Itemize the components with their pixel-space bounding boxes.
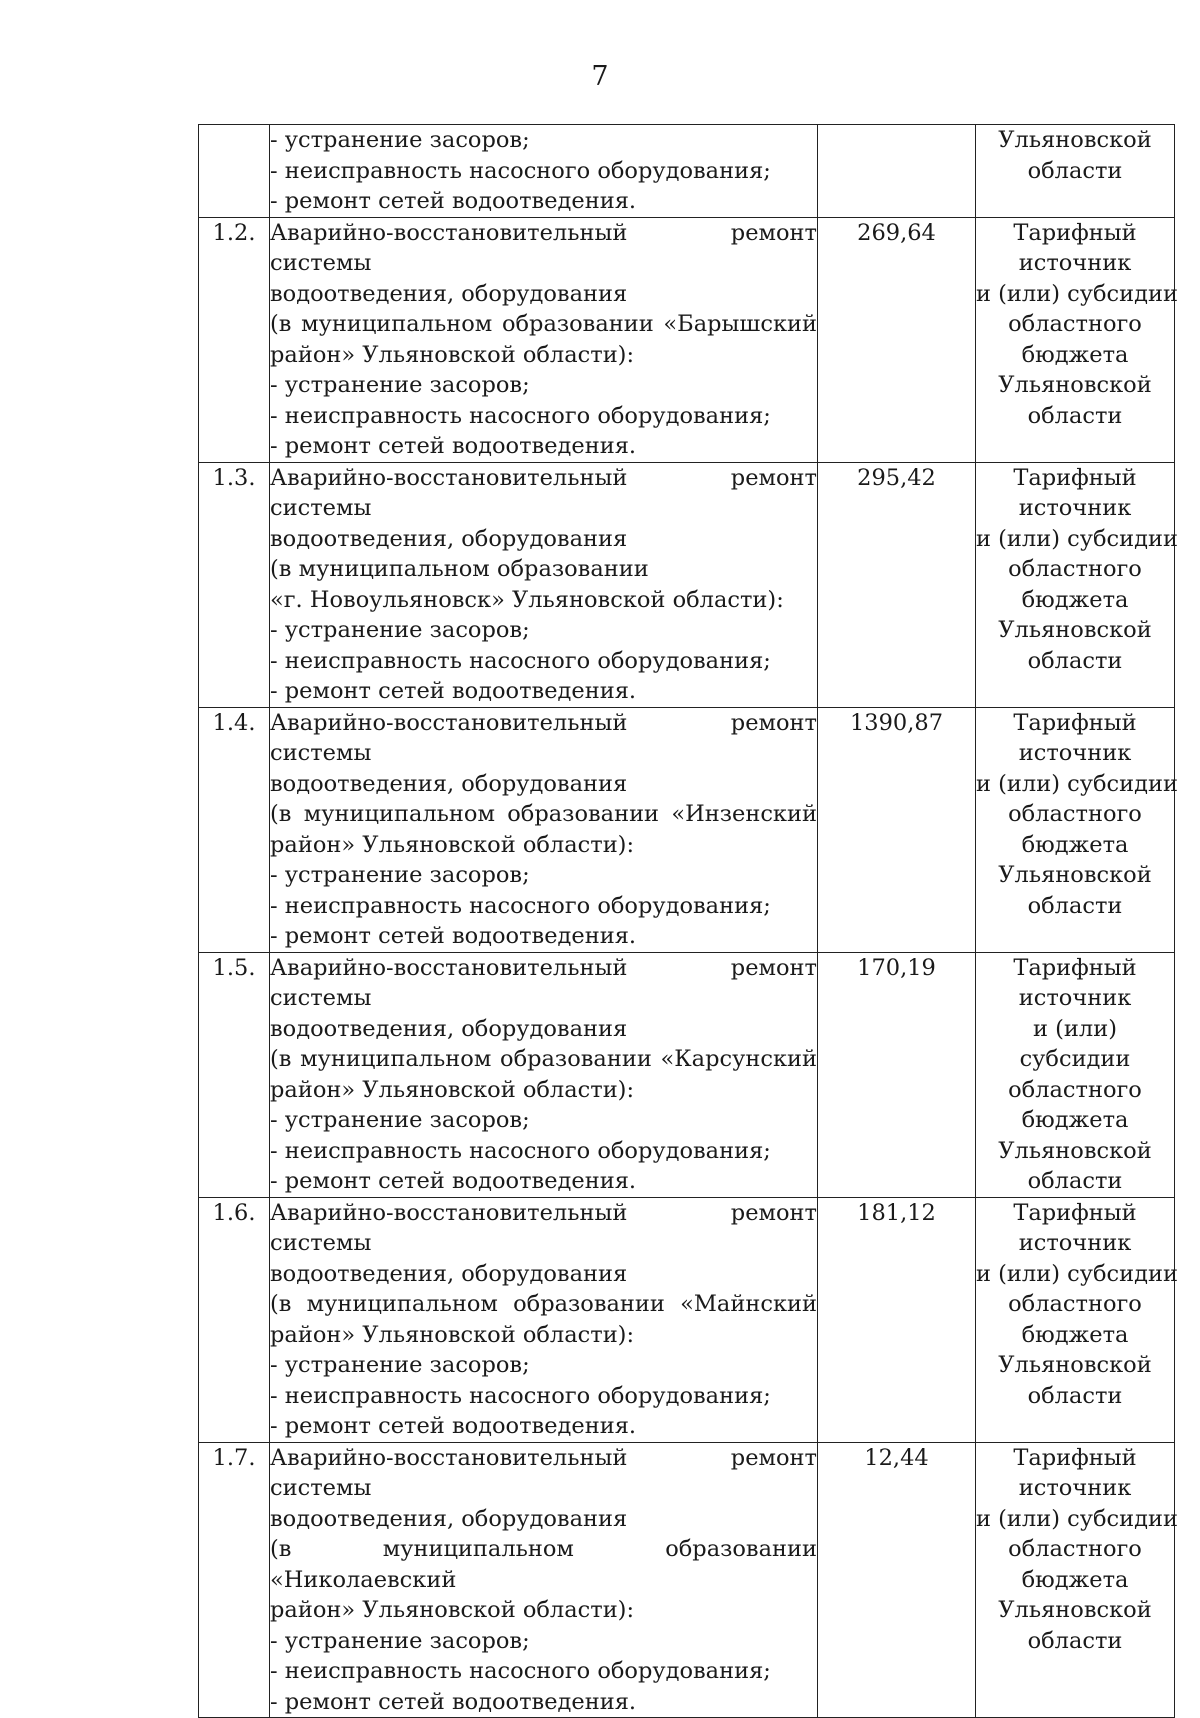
description-line: - ремонт сетей водоотведения.	[270, 1688, 637, 1715]
source-line: областного	[1008, 311, 1142, 337]
source-line: Тарифный	[1013, 219, 1137, 246]
description-line: район» Ульяновской области):	[270, 1597, 635, 1623]
description-line: - неисправность насосного оборудования;	[270, 892, 771, 919]
source-line: и (или)	[1033, 1015, 1117, 1042]
source-line: и (или) субсидии	[976, 1260, 1178, 1287]
row-number-cell: 1.6.	[199, 1197, 270, 1442]
amount-cell: 12,44	[818, 1442, 976, 1718]
description-cell	[270, 952, 818, 1197]
description-line: Аварийно-восстановительный ремонт системы	[270, 1444, 817, 1501]
description-line: Аварийно-восстановительный ремонт системы	[270, 954, 817, 1011]
source-line: бюджета	[1021, 341, 1129, 368]
description-line: - устранение засоров;	[270, 1107, 530, 1133]
funding-source-cell	[976, 1442, 1178, 1718]
source-line: источник	[1018, 250, 1132, 276]
funding-source-cell	[976, 1197, 1178, 1442]
description-line: водоотведения, оборудования	[270, 1505, 628, 1532]
description-line: - неисправность насосного оборудования;	[270, 1137, 771, 1164]
source-line: области	[1027, 1168, 1123, 1194]
source-line: Тарифный	[1013, 1199, 1137, 1226]
table-row	[199, 217, 1175, 462]
source-line: и (или) субсидии	[976, 770, 1178, 797]
amount-cell: 269,64	[818, 217, 976, 462]
table-row	[199, 1197, 1175, 1442]
funding-source-cell	[976, 952, 1175, 1197]
description-line: - неисправность насосного оборудования;	[270, 1382, 771, 1409]
funding-source-cell	[976, 462, 1178, 707]
source-line: областного	[1008, 1291, 1142, 1317]
source-line: источник	[1018, 1475, 1132, 1501]
description-line: (в муниципальном образовании «Инзенский	[270, 801, 817, 827]
description-cell	[270, 217, 818, 462]
description-line: (в муниципальном образовании «Барышский	[270, 311, 817, 337]
source-line: Тарифный	[1013, 709, 1137, 736]
description-line: район» Ульяновской области):	[270, 1321, 635, 1348]
source-line: и (или) субсидии	[976, 1505, 1178, 1532]
description-line: - ремонт сетей водоотведения.	[270, 188, 637, 214]
description-line: Аварийно-восстановительный ремонт системы	[270, 709, 817, 766]
row-number-cell: 1.7.	[199, 1442, 270, 1718]
table-row	[199, 707, 1175, 952]
source-line: областного	[1008, 1536, 1142, 1562]
description-line: - ремонт сетей водоотведения.	[270, 678, 637, 704]
amount-cell: 170,19	[818, 952, 976, 1197]
funding-source-cell	[976, 217, 1178, 462]
funding-source-cell	[976, 125, 1175, 218]
source-line: и (или) субсидии	[976, 525, 1178, 552]
source-line: Ульяновской	[998, 372, 1152, 398]
description-line: «г. Новоульяновск» Ульяновской области):	[270, 586, 784, 613]
description-line: Аварийно-восстановительный ремонт системы	[270, 1199, 817, 1256]
description-line: - ремонт сетей водоотведения.	[270, 923, 637, 949]
description-line: - устранение засоров;	[270, 1627, 530, 1654]
description-cell	[270, 462, 818, 707]
row-number-cell: 1.3.	[199, 462, 270, 707]
source-line: источник	[1018, 1230, 1132, 1256]
description-line: - устранение засоров;	[270, 372, 530, 398]
source-line: области	[1027, 892, 1123, 919]
amount-cell: 295,42	[818, 462, 976, 707]
works-table	[198, 124, 1178, 1718]
source-line: областного	[1008, 556, 1142, 582]
source-line: области	[1027, 1627, 1123, 1654]
source-line: области	[1027, 647, 1123, 674]
description-line: - устранение засоров;	[270, 617, 530, 643]
row-number-cell: 1.5.	[199, 952, 270, 1197]
row-number-cell: 1.2.	[199, 217, 270, 462]
source-line: источник	[1018, 740, 1132, 766]
description-line: (в муниципальном образовании	[270, 556, 649, 582]
table-row-continuation	[199, 125, 1175, 218]
description-line: - ремонт сетей водоотведения.	[270, 1168, 637, 1194]
description-line: (в муниципальном образовании «Майнский	[270, 1291, 817, 1317]
source-line: субсидии	[1019, 1046, 1131, 1072]
source-line: Тарифный	[1013, 954, 1137, 981]
row-number-cell	[199, 125, 270, 218]
amount-cell	[818, 125, 976, 218]
source-line: бюджета	[1021, 1566, 1129, 1593]
source-line: бюджета	[1021, 1107, 1129, 1133]
description-line: - неисправность насосного оборудования;	[270, 157, 771, 184]
source-line: области	[1027, 1382, 1123, 1409]
source-line: областного	[1008, 801, 1142, 827]
description-line: (в муниципальном образовании «Карсунский	[270, 1046, 817, 1072]
description-line: водоотведения, оборудования	[270, 1015, 628, 1042]
table-row	[199, 1442, 1175, 1718]
amount-cell: 181,12	[818, 1197, 976, 1442]
source-line: бюджета	[1021, 831, 1129, 858]
source-line: Тарифный	[1013, 464, 1137, 491]
page-number: 7	[591, 61, 609, 92]
source-line: Ульяновской	[998, 1137, 1152, 1164]
source-line: Ульяновской	[998, 862, 1152, 888]
source-line: области	[1027, 157, 1123, 184]
description-cell	[270, 1197, 818, 1442]
table-row	[199, 952, 1175, 1197]
description-line: - неисправность насосного оборудования;	[270, 1658, 771, 1684]
description-line: водоотведения, оборудования	[270, 1260, 628, 1287]
description-line: район» Ульяновской области):	[270, 831, 635, 858]
source-line: областного	[1008, 1076, 1142, 1103]
table-body	[199, 125, 1178, 1718]
source-line: Ульяновской	[998, 1352, 1152, 1378]
source-line: источник	[1018, 985, 1132, 1011]
row-number-cell: 1.4.	[199, 707, 270, 952]
source-line: Ульяновской	[998, 617, 1152, 643]
source-line: области	[1027, 402, 1123, 429]
description-line: - ремонт сетей водоотведения.	[270, 1413, 637, 1439]
source-line: Тарифный	[1013, 1444, 1137, 1471]
description-cell	[270, 707, 818, 952]
table-row	[199, 462, 1175, 707]
source-line: бюджета	[1021, 1321, 1129, 1348]
description-line: (в муниципальном образовании «Николаевский	[270, 1536, 817, 1593]
description-line: водоотведения, оборудования	[270, 280, 628, 307]
description-line: Аварийно-восстановительный ремонт системы	[270, 464, 817, 521]
description-line: водоотведения, оборудования	[270, 770, 628, 797]
description-line: Аварийно-восстановительный ремонт системы	[270, 219, 817, 276]
source-line: бюджета	[1021, 586, 1129, 613]
source-line: Ульяновской	[998, 127, 1152, 153]
description-line: - ремонт сетей водоотведения.	[270, 433, 637, 459]
source-line: источник	[1018, 495, 1132, 521]
description-line: - устранение засоров;	[270, 1352, 530, 1378]
source-line: и (или) субсидии	[976, 280, 1178, 307]
description-line: - неисправность насосного оборудования;	[270, 402, 771, 429]
description-line: - неисправность насосного оборудования;	[270, 647, 771, 674]
funding-source-cell	[976, 707, 1178, 952]
description-line: район» Ульяновской области):	[270, 1076, 635, 1103]
amount-cell: 1390,87	[818, 707, 976, 952]
description-line: водоотведения, оборудования	[270, 525, 628, 552]
description-line: - устранение засоров;	[270, 862, 530, 888]
description-line: - устранение засоров;	[270, 127, 530, 153]
description-cell	[270, 1442, 818, 1718]
description-line: район» Ульяновской области):	[270, 341, 635, 368]
source-line: Ульяновской	[998, 1597, 1152, 1623]
description-cell	[270, 125, 818, 218]
